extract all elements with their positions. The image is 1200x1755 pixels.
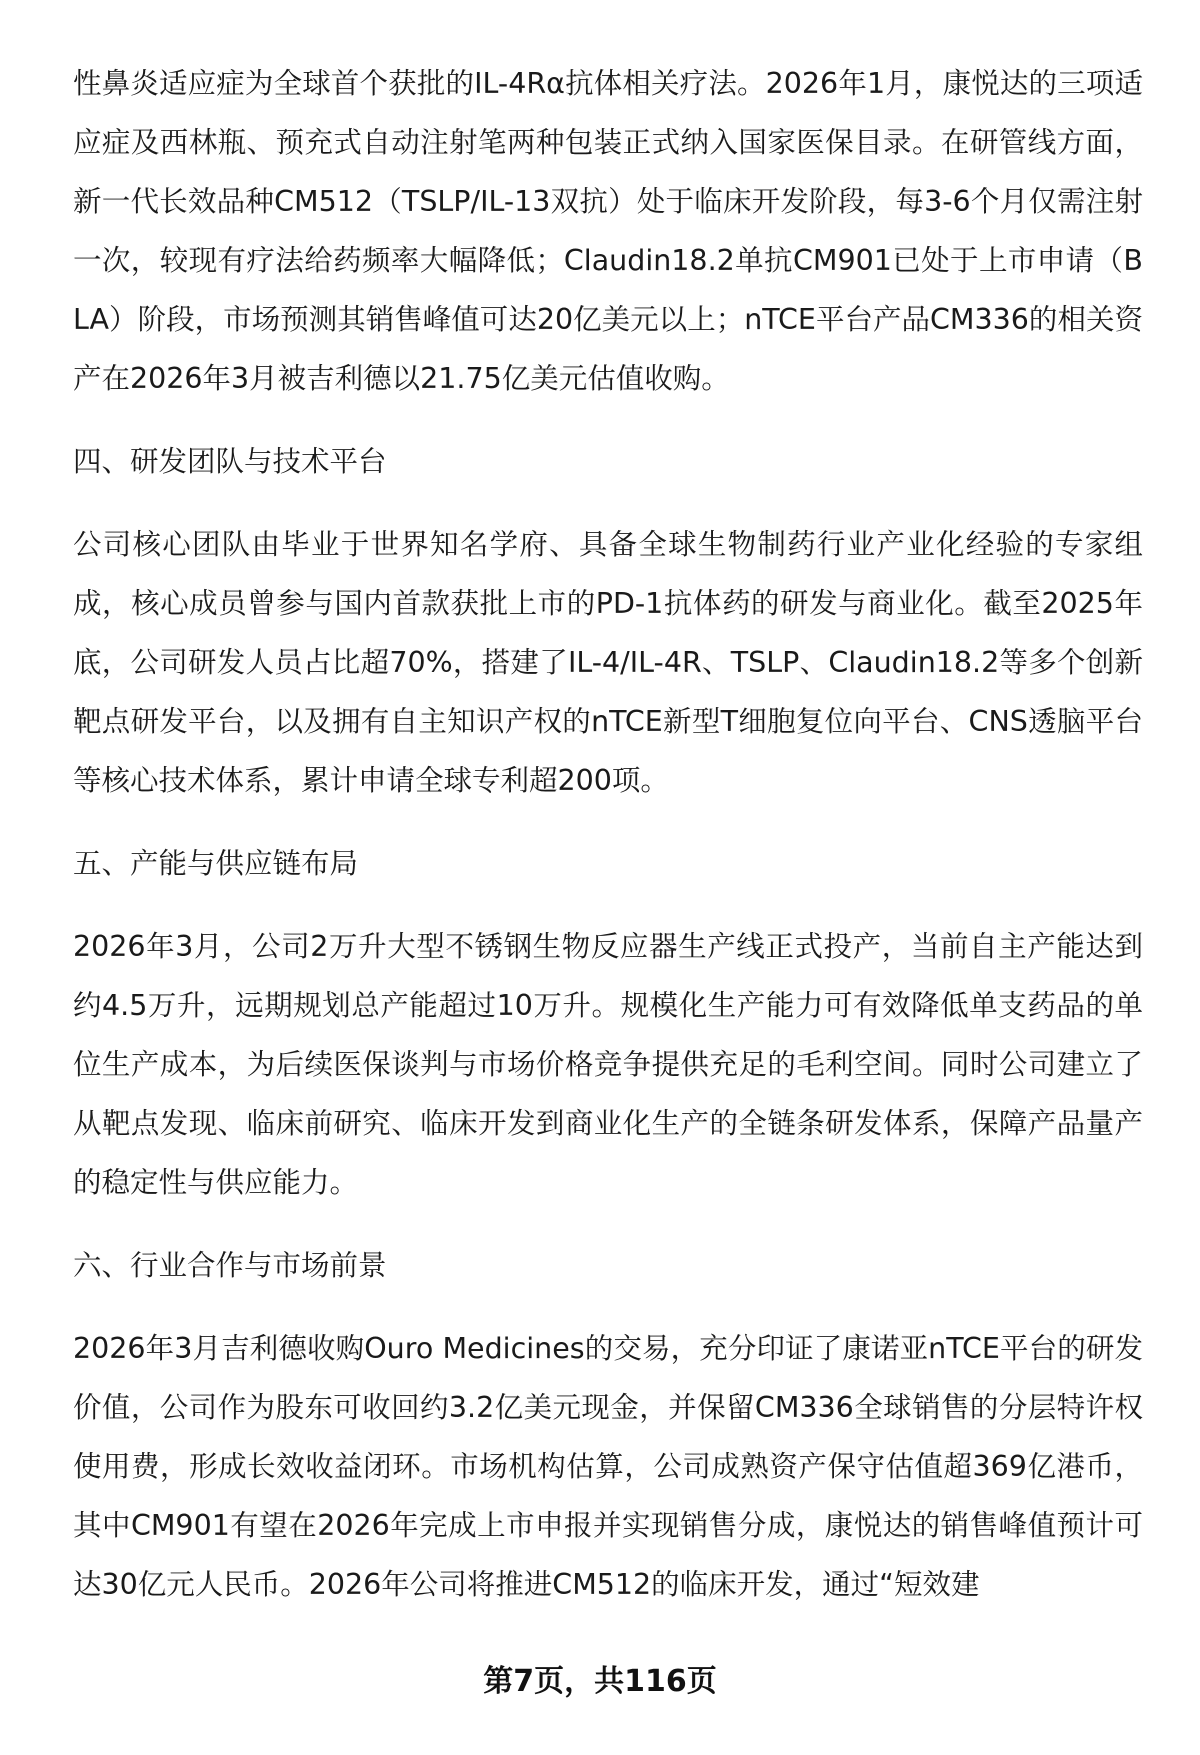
spacer [73, 810, 1143, 834]
section-heading-6: 六、行业合作与市场前景 [73, 1249, 387, 1282]
spacer [73, 408, 1143, 432]
spacer [73, 893, 1143, 917]
intro-paragraph: 性鼻炎适应症为全球首个获批的IL-4Rα抗体相关疗法。2026年1月，康悦达的三项适应症及西林瓶、预充式自动注射笔两种包装正式纳入国家医保目录。在研管线方面，新一代长效品种CM512（TSLP/IL-13双抗）处于临床开发阶段，每3-6个月仅需注射一次，较现有疗法给药频率大幅降低；Claudin18.2单抗CM901已处于上市申请（BLA）阶段，市场预测其销售峰值可达20亿美元以上；nTCE平台产品CM336的相关资产在2026年3月被吉利德以21.75亿美元估值收购。 [73, 67, 1143, 395]
spacer [73, 1295, 1143, 1319]
section-paragraph-5: 2026年3月，公司2万升大型不锈钢生物反应器生产线正式投产，当前自主产能达到约4.5万升，远期规划总产能超过10万升。规模化生产能力可有效降低单支药品的单位生产成本，为后续医保谈判与市场价格竞争提供充足的毛利空间。同时公司建立了从靶点发现、临床前研究、临床开发到商业化生产的全链条研发体系，保障产品量产的稳定性与供应能力。 [73, 930, 1143, 1199]
spacer [73, 1212, 1143, 1236]
section-heading-4: 四、研发团队与技术平台 [73, 445, 387, 478]
section-paragraph-4: 公司核心团队由毕业于世界知名学府、具备全球生物制药行业产业化经验的专家组成，核心成员曾参与国内首款获批上市的PD-1抗体药的研发与商业化。截至2025年底，公司研发人员占比超70%，搭建了IL-4/IL-4R、TSLP、Claudin18.2等多个创新靶点研发平台，以及拥有自主知识产权的nTCE新型T细胞复位向平台、CNS透脑平台等核心技术体系，累计申请全球专利超200项。 [73, 528, 1143, 797]
spacer [73, 491, 1143, 515]
section-paragraph-6: 2026年3月吉利德收购Ouro Medicines的交易，充分印证了康诺亚nTCE平台的研发价值，公司作为股东可收回约3.2亿美元现金，并保留CM336全球销售的分层特许权使用费，形成长效收益闭环。市场机构估算，公司成熟资产保守估值超369亿港币，其中CM901有望在2026年完成上市申报并实现销售分成，康悦达的销售峰值预计可达30亿元人民币。2026年公司将推进CM512的临床开发，通过“短效建 [73, 1332, 1143, 1601]
section-heading-5: 五、产能与供应链布局 [73, 847, 359, 880]
document-body [73, 54, 1143, 1614]
page-number-footer: 第7页，共116页 [483, 1664, 717, 1699]
